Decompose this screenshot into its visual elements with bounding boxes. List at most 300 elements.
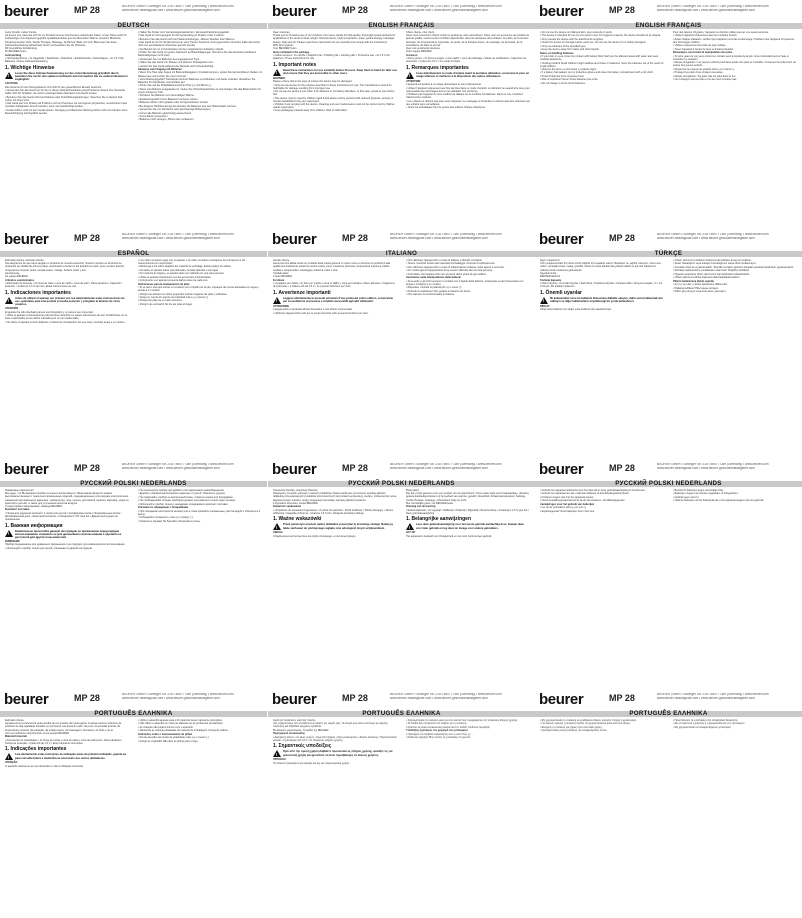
address-line: www.beurer-healthguide.com • www.beurer-gesundheitsratgeber.com — [390, 466, 488, 470]
page-body — [273, 31, 530, 226]
warning-note — [273, 297, 397, 304]
address-line: BEURER GmbH • Söflinger Str. 218 • 89077 Ulm (Germany) • www.beurer.com — [122, 463, 234, 466]
manual-page — [268, 0, 535, 228]
subheading: Fornitura — [273, 278, 285, 282]
text-column — [673, 489, 797, 684]
text-column — [540, 259, 664, 454]
warning-text: Внимательно прочитайте данную инструкцию по применению перед первым использованием, сохраните ее для дальнейшего использования и сделайте ее доступной для других пользователей. — [15, 529, 122, 539]
warning-text: Lesen Sie diese Gebrauchsanweisung vor der ersten Benutzung gründlich durch, bewahren Sie sie für den späteren Gebrauch auf und machen Sie sie anderen Benutzern zugänglich. — [15, 71, 128, 82]
brand-logo: beurer — [272, 461, 317, 478]
paragraph: Met vriendelijke groet, Uw BEURER-team — [406, 501, 454, 505]
subheading: Aanwijzingen voor het gebruik van batterijen — [540, 502, 595, 506]
language-bar: PORTUGUÊS ΕΛΛΗΝΙΚΑ — [0, 711, 267, 717]
language-bar: PORTUGUÊS ΕΛΛΗΝΙΚΑ — [535, 711, 802, 717]
brand-logo: beurer — [539, 691, 584, 708]
text-column — [406, 259, 530, 454]
address-line: BEURER GmbH • Söflinger Str. 218 • 89077 Ulm (Germany) • www.beurer.com — [390, 463, 502, 466]
paragraph: Ihr BEURER-Team — [5, 50, 27, 54]
subheading: Omvang van de levering — [406, 505, 436, 509]
text-column — [138, 259, 262, 454]
model-label: MP 28 — [342, 5, 368, 15]
paragraph: El aparato ha sido diseñado para el uso doméstico y no para el uso comercial. — [5, 310, 94, 314]
paragraph: wir freuen uns, dass Sie sich für ein Produkt unseres Sortimentes entschieden haben. Unser Name steht für hochwertige und eingehend geprüfte Qualitätsprodukte aus den Bereichen Wärme, Gewicht, Blutdruck, Körpertemperatur, Puls, Sanfte Therapie, Massage, Schönheit, Baby und Luft. Bitte lesen Sie diese Gebrauchsanleitung aufmerksam durch und beachten Sie die Hinweise. — [5, 34, 127, 47]
model-label: MP 28 — [609, 463, 635, 473]
paragraph: С наилучшими пожеланиями, команда BEURER — [5, 505, 63, 509]
paragraph: Dziękujemy za wybór jednego z naszych produktów. Nasza marka jest synonimem wysokiej jakości i dokładnie przetestowanych produktów przeznaczonych do pomiaru temperatury, ciężaru, ciśnienia krwi, tętna, łagodnej terapii, masażu, urody, pielęgnacji niemowląt i poprawy jakości powietrza. — [273, 492, 397, 502]
paragraph: • Haal de batterijen uit het batterijvak als u het apparaat langere tijd niet gebruikt. — [673, 499, 765, 503]
paragraph: • Only use batteries of the specified type. — [540, 44, 587, 48]
page-header — [539, 230, 798, 250]
paragraph: • Μη χρησιμοποιείτε επαναφορτιζόμενες μπαταρίες! — [673, 725, 731, 729]
paragraph: • Nasır törpüsü • 2x tırnak törpüsü • Safir törpü • Parlatma törpüsü • Zımpara diski • Koruyucu kapak • 4 x 1,5 V AA pil • Bu kullanım kılavuzu — [540, 282, 663, 289]
paragraph: Cihaz ticari kullanım için değil, evde kullanım için tasarlanmıştır. — [540, 308, 612, 312]
paragraph: • Let op de pooltekens plus (+) en min (-). — [540, 506, 587, 510]
paragraph: • Risque d'explosion ! Ne jetez pas les piles dans le feu. — [673, 74, 736, 78]
paragraph: BEURER Ekibiniz — [540, 275, 561, 279]
model-label: MP 28 — [74, 233, 100, 243]
page-header — [4, 230, 263, 250]
section-heading: 1. Indicaciones importantes — [5, 289, 71, 296]
page-body — [5, 719, 262, 914]
text-column — [673, 259, 797, 454]
subheading: WARNING — [273, 76, 286, 80]
paragraph: • Controllare che l'apparecchio non presenti danni prima di ogni utilizzo. — [406, 272, 487, 276]
brand-logo: beurer — [272, 3, 317, 20]
address-line: www.beurer-healthguide.com • www.beurer-gesundheitsratgeber.com — [122, 8, 220, 12]
company-address — [657, 693, 802, 701]
text-column — [138, 489, 262, 684]
company-address — [122, 5, 267, 13]
paragraph: Estimada clienta, estimado cliente: — [5, 259, 45, 262]
address-line: BEURER GmbH • Söflinger Str. 218 • 89077 Ulm (Germany) • www.beurer.com — [390, 693, 502, 696]
paragraph: • Explosiegevaar! Gooi batterijen niet in het vuur. — [540, 509, 595, 513]
paragraph: • Χρησιμοποιείτε τη συσκευή μόνο για τον σκοπό που περιγράφεται στις παρούσες οδηγίες χρήσης. — [406, 719, 519, 722]
page-body — [273, 259, 530, 454]
paragraph: Sayın müşterimiz, — [540, 259, 561, 262]
paragraph: • Χρησιμοποιείτε μόνο μπαταρίες του αναφερόμενου τύπου. — [540, 729, 608, 733]
model-label: MP 28 — [609, 5, 635, 15]
text-column — [273, 489, 397, 684]
paragraph: • Не используйте прибор при диабете или нарушениях кровообращения. — [138, 489, 225, 492]
address-line: www.beurer-healthguide.com • www.beurer-gesundheitsratgeber.com — [657, 8, 755, 12]
subheading: Lieferumfang — [5, 53, 22, 57]
paragraph: • Das Gerät ist nur für die Benutzung an einer Person bestimmt. Aus hygienischen Gründen sollte das Gerät nicht von verschiedenen Personen genutzt werden. — [138, 41, 260, 48]
paragraph: Thank you for choosing one of our products. Our name stands for high-quality, thoroughly tested products for applications in the areas of heat, weight, blood pressure, body temperature, pulse, gentle therapy, massage, beauty, baby and air. Please read these instructions for use carefully and comply with the instructions. — [273, 34, 396, 44]
manual-page — [535, 458, 802, 686]
paragraph: • Keep the device away from water and other liquids. — [540, 48, 600, 52]
paragraph: • Levigatore per talloni • 2x lime per unghie • Lima in zaffiro • Lima per lucidare • Disco abrasivo • Cappuccio di protezione • 4 batterie AA da 1,5 V • Le presenti istruzioni per l'uso — [273, 282, 395, 289]
page-body — [5, 489, 262, 684]
paragraph: • Los niños no deben jugar con el aparato. Los niños no deben encargarse de la limpieza ni del mantenimiento sin supervisión. — [138, 259, 246, 266]
paragraph: • Achten Sie auf die Polaritätskennzeichen Plus (+) und Minus (-). — [138, 84, 212, 88]
paragraph: • Ambalaj malzemelerini çocuklardan uzak tutun. Boğulma tehlikesi! — [673, 269, 750, 273]
paragraph: L'apparecchio è destinato all'uso domestico e non all'uso commerciale. — [273, 308, 353, 312]
paragraph: • Preste atenção aos sinais de polaridade mais (+) e menos (-). — [138, 736, 210, 740]
warning-note — [273, 69, 397, 76]
language-bar: TÜRKÇE — [535, 251, 802, 257]
paragraph: • Per motivi igienici l'apparecchio deve essere utilizzato da una sola persona. — [406, 269, 493, 273]
address-line: www.beurer-healthguide.com • www.beurer-gesundheitsratgeber.com — [122, 236, 220, 240]
warning-text: Leia atentamente estas instruções de utilização antes da primeira utilização, guarde-as para consulta futura e mantenha-as acessíveis aos outros utilizadores. — [15, 753, 127, 760]
paragraph: Прибор предназначен для домашнего применения и не подходит для коммерческого использования. — [5, 543, 126, 547]
paragraph: Αγαπητή πελάτισσα, αγαπητέ πελάτη, — [273, 719, 316, 722]
address-line: BEURER GmbH • Söflinger Str. 218 • 89077 Ulm (Germany) • www.beurer.com — [657, 233, 769, 236]
warning-triangle-icon — [5, 297, 13, 304]
page-body — [540, 719, 797, 914]
text-column — [5, 719, 129, 914]
warning-triangle-icon — [5, 530, 13, 537]
paragraph: • No utilice el aparato si sufre diabetes o trastornos circulatorios. En ese caso, consulte antes a su médico. — [5, 320, 126, 324]
text-column — [406, 31, 530, 226]
address-line: www.beurer-healthguide.com • www.beurer-gesundheitsratgeber.com — [657, 466, 755, 470]
paragraph: • При попадании электролита на кожу или в глаза промойте пораженные участки водой и обратитесь к врачу. — [138, 509, 261, 516]
subheading: Notes on handling batteries — [540, 51, 574, 55]
brand-logo: beurer — [4, 691, 49, 708]
paragraph: • Ne rechargez pas les piles et ne les court-circuitez pas. — [673, 77, 738, 81]
paragraph: • Do not use the device if you suffer from diabetes or circulatory disorders. In this case, speak to your doctor first. — [273, 90, 395, 97]
paragraph: • Callus remover • 2x nail file • Sapphire file • Polishing file • Grinding disc • Protective cap • 4x 1.5 V AA batteries • These instructions for use — [273, 54, 390, 61]
manual-page — [535, 688, 802, 916]
warning-note — [273, 523, 397, 530]
paragraph: Mit freundlicher Empfehlung — [5, 47, 37, 51]
paragraph: • Halten Sie Kinder vom Verpackungsmaterial fern. Es besteht Erstickungsgefahr. — [138, 31, 230, 34]
language-bar: ENGLISH FRANÇAIS — [268, 23, 535, 29]
manual-page — [0, 228, 267, 456]
model-label: MP 28 — [74, 5, 100, 15]
model-label: MP 28 — [342, 463, 368, 473]
paragraph: O aparelho destina-se ao uso doméstico e não à utilização comercial. — [5, 764, 84, 768]
paragraph: • Kinder dürfen nicht mit dem Gerät spielen. Reinigung und Benutzer-Wartung dürfen nicht von Kindern ohne Beaufsichtigung durchgeführt werden. — [5, 108, 128, 115]
paragraph: Dear customer, — [273, 31, 291, 34]
warning-text: İlk kullanımdan önce bu kullanım kılavuzunu dikkatle okuyun, daha sonra kullanmak için saklayın ve diğer kullanıcıların erişebileceği bir yerde bulundurun. — [550, 296, 663, 304]
company-address — [657, 463, 802, 471]
paragraph: • Μη χρησιμοποιείτε τη συσκευή σε ερεθισμένο δέρμα, ανοιχτές πληγές ή κρεατοελιές. — [540, 719, 637, 722]
paragraph: • Соблюдайте полярность плюс (+) и минус (-). — [138, 516, 194, 520]
subheading: UWAGA — [273, 531, 283, 535]
section-heading: 1. Важная информация — [5, 522, 63, 529]
paragraph: Ürün yelpazemizden bir ürünü tercih ettiğiniz için teşekkür ederiz. Markamız ısı, ağırlık, tansiyon, vücut ısısı, nabız, yumuşak terapi, masaj, güzellik, bebek ve hava alanlarında yüksek kaliteli ve ayrıntılı olarak test edilmiş ürünler anlamına gelmektedir. — [540, 262, 662, 272]
subheading: Υποδείξεις σχετικά με τον χειρισμό των μπαταριών — [406, 729, 468, 733]
section-heading: 1. Ważne wskazówki — [273, 516, 322, 523]
subheading: Livraison — [406, 53, 418, 57]
paragraph: Мы рады, что Вы выбрали прибор из нашего ассортимента. Наша марка является знаком высококачественных и тщательно проверенных изделий, предназначенных для нагрева, контроля веса, измерения артериального давления, температуры тела, пульса, для мягкой терапии, массажа, ухода за красотой и детьми, а также для улучшения качества воздуха. — [5, 492, 129, 505]
paragraph: • Immer alle Batterien gleichzeitig auswechseln. — [138, 111, 192, 115]
paragraph: • Keep packaging material away from children. Risk of suffocation. — [273, 109, 348, 113]
language-bar: РУССКИЙ POLSKI NEDERLANDS — [0, 481, 267, 487]
address-line: www.beurer-healthguide.com • www.beurer-gesundheitsratgeber.com — [122, 466, 220, 470]
subheading: Material fornecido — [5, 735, 27, 739]
paragraph: • Держите упаковочный материал подальше от детей. Опасность удушья. — [138, 492, 226, 496]
paragraph: With kind regards, — [273, 43, 294, 47]
paragraph: Η συσκευή προορίζεται για οικιακή και όχι για επαγγελματική χρήση. — [273, 761, 350, 765]
address-line: BEURER GmbH • Söflinger Str. 218 • 89077 Ulm (Germany) • www.beurer.com — [122, 693, 234, 696]
language-bar: PORTUGUÊS ΕΛΛΗΝΙΚΑ — [268, 711, 535, 717]
paragraph: • Κρατάτε τα υλικά συσκευασίας μακριά από τα παιδιά. Κίνδυνος ασφυξίας. — [406, 725, 491, 729]
address-line: BEURER GmbH • Söflinger Str. 218 • 89077 Ulm (Germany) • www.beurer.com — [390, 5, 502, 8]
address-line: BEURER GmbH • Söflinger Str. 218 • 89077 Ulm (Germany) • www.beurer.com — [390, 233, 502, 236]
paragraph: • Non utilizzare l'apparecchio in caso di infiammazioni cutanee, ferite aperte o verruche. — [406, 265, 505, 269]
paragraph: • Pilleri şarj etmeyin veya kısa devre yapmayın. — [673, 289, 727, 293]
paragraph: • Por motivos de higiene, el aparato debe ser utilizado por una sola persona. — [138, 272, 225, 276]
paragraph: • Verwenden Sie das Gerät nur für den in dieser Gebrauchsanleitung beschriebenen Zweck. Der Hersteller haftet nicht für Schäden, die durch unsachgemäßen Gebrauch verursacht werden. — [5, 89, 126, 96]
paragraph: • Пилка для удаления мозолей • 2 пилки для ногтей • Сапфировая пилка • Полировальная пилка • Шлифовальный диск • Защитный колпачок • 4 батарейки 1,5 В типа АА • Данная инструкция по применению — [5, 511, 122, 521]
paragraph: • Não utilize o aparelho em caso de diabetes ou de problemas circulatórios. — [138, 722, 224, 726]
page-header — [272, 230, 531, 250]
section-heading: 1. Belangrijke aanwijzingen — [406, 516, 472, 523]
paragraph: Chère cliente, cher client, — [406, 31, 435, 34]
paragraph: • Urządzenie do usuwania zrogowaceń • 2x pilnik do paznokci • Pilnik szafirowy • Pilnik polerujący • Tarcza szlifierska • Nasadka ochronna • 4 baterie 1,5 V AA • Niniejsza instrukcja obsługi — [273, 508, 393, 515]
text-column — [540, 719, 664, 914]
paragraph: • Lassen Sie das Gerät während des Betriebs nicht unbeaufsichtigt. — [138, 64, 215, 68]
subheading: Remarques concernant la manipulation des piles — [673, 51, 733, 55]
paragraph: • Houd verpakkingsmateriaal uit de buurt van kinderen. Verstikkingsgevaar! — [540, 499, 625, 503]
paragraph: Agradecemos a preferência pela escolha de um produto da nossa gama. A nossa marca é sinónimo de produtos de alta qualidade testados em pormenor nas áreas do calor, do peso, da pressão arterial, da temperatura corporal, da pulsação, da terapia suave, da massagem, da beleza, do bebé e do ar. — [5, 722, 122, 732]
paragraph: Please ensure that in the case of misuse the device may be damaged. — [273, 80, 353, 84]
page-header — [4, 690, 263, 710]
brand-logo: beurer — [272, 691, 317, 708]
address-line: BEURER GmbH • Söflinger Str. 218 • 89077 Ulm (Germany) • www.beurer.com — [122, 233, 234, 236]
paragraph: • Bescherm batterijen tegen overmatige hitte. — [673, 489, 724, 492]
paragraph: • Çocuklar cihaz ile oynamamalıdır. Temizlik ve bakım gözetim olmadan çocuklar tarafından yapılmamalıdır. — [673, 265, 794, 269]
address-line: www.beurer-healthguide.com • www.beurer-gesundheitsratgeber.com — [390, 8, 488, 12]
paragraph: Nous vous remercions d'avoir choisi un produit de notre assortiment. Notre nom est synonyme de produits de grande qualité, soumis à des contrôles approfondis, dans les domaines de la chaleur, du poids, de la tension artérielle, de la température corporelle, du pouls, de la thérapie douce, du massage, de la beauté, de la surveillance de bébé et de l'air. — [406, 34, 530, 47]
subheading: ACHTUNG — [5, 82, 18, 86]
paragraph: • Ελέγχετε τη συσκευή για ζημιές πριν από κάθε χρήση. — [540, 725, 603, 729]
text-column — [273, 719, 397, 914]
section-heading: 1. Remarques importantes — [406, 64, 469, 71]
warning-text: Πριν από την πρώτη χρήση διαβάστε προσεκτικά τις οδηγίες χρήσης, φυλάξτε τις για μελλοντική χρήση και φροντίστε να είναι προσβάσιμες σε άλλους χρήστες. — [283, 750, 393, 757]
address-line: BEURER GmbH • Söflinger Str. 218 • 89077 Ulm (Germany) • www.beurer.com — [657, 463, 769, 466]
paragraph: • Batterien dürfen nicht geladen oder kurzgeschlossen werden. — [138, 101, 209, 105]
paragraph: • Используйте прибор только для целей, описанных в данной инструкции. — [5, 546, 93, 550]
company-address — [122, 233, 267, 241]
model-label: MP 28 — [609, 233, 635, 243]
paragraph: • Eliminador de durezas • 2x limas de uñas • Lima de zafiro • Lima de pulir • Disco abrasivo • Capuchón protector • 4 pilas de 1,5 V tipo AA • Estas instrucciones de uso — [5, 282, 122, 289]
paragraph: • Verwenden Sie nur Batterien des angegebenen Typs. — [138, 57, 200, 61]
paragraph: • Protect batteries from excessive heat. — [540, 74, 585, 78]
language-bar: РУССКИЙ POLSKI NEDERLANDS — [535, 481, 802, 487]
paragraph: • Schützen Sie Batterien vor übermäßiger Wärme. — [138, 94, 195, 98]
paragraph: • Risk of explosion! Never throw batteries into a fire. — [540, 78, 599, 82]
paragraph: • Utilize o aparelho apenas para o fim descrito neste manual de instruções. — [138, 719, 223, 722]
paragraph: • Halten Sie das Gerät von Wasser und anderen Flüssigkeiten fern. — [138, 61, 214, 65]
paragraph: Уважаемые покупатели! — [5, 489, 34, 492]
paragraph: • Hijyenik nedenlerle cihaz yalnızca bir kişi tarafından kullanılmalıdır. — [673, 272, 750, 276]
subheading: ΠΡΟΣΟΧΗ — [273, 758, 286, 762]
text-column — [540, 31, 664, 226]
model-label: MP 28 — [609, 693, 635, 703]
page-body — [540, 259, 797, 454]
warning-text: Przed pierwszym użyciem należy dokładnie przeczytać tę instrukcję obsługi. Należy ją także zachować do późniejszego wglądu oraz udostępnić innym użytkownikom. — [283, 523, 393, 530]
paragraph: • Κίνδυνος έκρηξης! Μην πετάτε τις μπαταρίες στη φωτιά. — [406, 736, 471, 740]
warning-note — [5, 753, 129, 760]
section-heading: 1. Avvertenze importanti — [273, 289, 331, 296]
warning-triangle-icon — [273, 523, 281, 530]
subheading: Teslimat kapsamı — [540, 278, 562, 282]
warning-triangle-icon — [273, 297, 281, 304]
warning-note — [406, 523, 530, 530]
paragraph: • Pericolo di esplosione! Non gettare le batterie nel fuoco. — [406, 289, 471, 293]
paragraph: • Proteja las pilas de un calor excesivo. — [138, 299, 183, 303]
paragraph: • Utilisez uniquement des piles du type indiqué. — [673, 44, 727, 48]
text-column — [273, 31, 397, 226]
paragraph: • Tenga en cuenta los signos de polaridad más (+) y menos (-). — [138, 296, 209, 300]
paragraph: • Children must not play with the device. Cleaning and user maintenance must not be carried out by children unless supervised. — [273, 103, 395, 110]
paragraph: • Mantenha as crianças afastadas do material de embalagem. Perigo de asfixia. — [138, 729, 229, 733]
paragraph: • Şeker hastalığınız veya dolaşım bozukluğunuz varsa cihazı kullanmayın. — [673, 262, 757, 266]
paragraph: • Tenere i bambini lontani dal materiale d'imballaggio. Pericolo di soffocamento. — [406, 262, 496, 266]
paragraph: Votre équipe BEURER — [406, 50, 432, 54]
paragraph: • Compruebe si el aparato presenta daños antes de cada uso. — [138, 279, 208, 283]
paragraph: • Wenn eine Batterie ausgelaufen ist, ziehen Sie Schutzhandschuhe an und reinigen Sie das Batteriefach mit einem trockenen Tuch. — [138, 87, 261, 94]
paragraph: • Προστατεύετε τις μπαταρίες από υπερβολική θερμότητα. — [673, 719, 739, 722]
text-column — [5, 259, 129, 454]
text-column — [540, 489, 664, 684]
paragraph: Cordiali saluti — [273, 271, 289, 275]
paragraph: • Les enfants ne doivent pas jouer avec l'appareil. Le nettoyage et l'entretien ne doivent pas être effectués par des enfants sans surveillance. — [406, 99, 530, 106]
text-column — [406, 489, 530, 684]
paragraph: • The device is intended for use by one person only. For hygienic reasons, the device should not be shared. — [540, 34, 661, 38]
model-label: MP 28 — [74, 463, 100, 473]
paragraph: Atentamente, — [5, 271, 21, 275]
warning-note — [5, 72, 129, 82]
address-line: BEURER GmbH • Söflinger Str. 218 • 89077 Ulm (Germany) • www.beurer.com — [657, 5, 769, 8]
paragraph: • Tenez les emballages hors de portée des enfants. Risque d'asphyxie. — [406, 106, 486, 110]
page-header — [4, 2, 263, 22]
paragraph: • Artı (+) ve eksi (-) kutup işaretlerine dikkat edin. — [673, 283, 728, 287]
paragraph: • Only use the device for the purpose described in these instructions for use. The manufacturer cannot be held liable for damage resulting from improper use. — [273, 83, 392, 90]
brand-logo: beurer — [539, 231, 584, 248]
language-bar: РУССКИЙ POLSKI NEDERLANDS — [268, 481, 535, 487]
paragraph: • N'utilisez pas l'appareil si vous souffrez de diabète ou de troubles circulatoires. Dans ce cas, consultez d'abord votre médecin. — [406, 93, 524, 100]
paragraph: • Utilice el aparato únicamente con los accesorios suministrados. — [138, 275, 212, 279]
page-header — [539, 460, 798, 480]
address-line: BEURER GmbH • Söflinger Str. 218 • 89077 Ulm (Germany) • www.beurer.com — [122, 5, 234, 8]
manual-page — [535, 228, 802, 456]
warning-triangle-icon — [406, 523, 414, 530]
subheading: Hinweise zum Umgang mit Batterien — [138, 68, 183, 72]
page-header — [539, 2, 798, 22]
warning-text: Read these instructions for use carefully before first use. Keep them to hand for later use and ensure that they are accessible to other users. — [283, 68, 397, 76]
page-header — [539, 690, 798, 710]
brand-logo: beurer — [539, 3, 584, 20]
paragraph: Su equipo BEURER — [5, 275, 28, 279]
paragraph: • Das Gerät ist nicht geeignet für die Verwendung an Kindern unter 3 Jahren. — [138, 34, 225, 38]
language-bar: ENGLISH FRANÇAIS — [535, 23, 802, 29]
warning-text: Lees deze gebruiksaanwijzing voor het eerste gebruik aandachtig door, bewaar deze voor later gebruik en leg deze ter inzage voor andere gebruikers. — [416, 523, 524, 530]
paragraph: Szanowna Klientko, szanowny Kliencie! — [273, 489, 318, 492]
page-body — [273, 719, 530, 914]
paragraph: • Keine Akkus verwenden! — [138, 114, 168, 118]
paragraph: Your BEURER Team — [273, 47, 297, 51]
paragraph: Liebe Kundin, Lieber Kunde, — [5, 31, 38, 34]
paragraph: • Опасность взрыва! Не бросайте батарейки в огонь. — [138, 519, 201, 523]
paragraph: • Si votre peau ou vos yeux entrent en contact avec le liquide de la pile, rincez abondamment à l'eau et consultez un médecin. — [673, 54, 789, 61]
page-body — [5, 259, 262, 454]
paragraph: Pour des raisons d'hygiène, l'appareil ne doit être utilisé que par une seule personne. — [673, 31, 769, 34]
brand-logo: beurer — [539, 461, 584, 478]
address-line: BEURER GmbH • Söflinger Str. 218 • 89077 Ulm (Germany) • www.beurer.com — [657, 693, 769, 696]
paragraph: Beste klant, — [406, 489, 420, 492]
subheading: LET OP — [406, 531, 416, 535]
paragraph: • Utilisez l'appareil uniquement avec les embouts fournis. — [673, 34, 738, 38]
paragraph: • Batterien nicht zerlegen, öffnen oder zerkleinern. — [138, 118, 195, 122]
paragraph: • Cihazı yalnızca teslimat kapsamındaki başlıklarla kullanın. — [673, 276, 741, 280]
warning-triangle-icon — [5, 72, 13, 79]
company-address — [390, 693, 535, 701]
text-column — [673, 719, 797, 914]
page-header — [4, 460, 263, 480]
paragraph: • Utilice el aparato exclusivamente para los fines descritos en estas instrucciones de uso. El fabricante no se hace responsable de los daños causados por un uso inadecuado. — [5, 314, 128, 321]
paragraph: siamo lieti che abbia scelto un prodotto della nostra gamma. Il nostro nome è sinonimo di prodotti di alta qualità accuratamente testati nei settori calore, peso, pressione arteriosa, temperatura corporea, battito cardiaco, terapia dolce, massaggio, bellezza, bebè e aria. — [273, 262, 391, 272]
model-label: MP 28 — [342, 233, 368, 243]
paragraph: • Τα παιδιά δεν επιτρέπεται να παίζουν με τη συσκευή. — [406, 722, 467, 726]
brand-logo: beurer — [4, 231, 49, 248]
paragraph: • Batterijen mogen niet worden opgeladen of kortgesloten. — [673, 492, 739, 496]
warning-text: Leggere attentamente le presenti istruzioni d'uso prima del primo utilizzo, conservarle per consultazioni successive e renderle accessibili agli altri utilizzatori. — [283, 296, 393, 304]
address-line: www.beurer-healthguide.com • www.beurer-gesundheitsratgeber.com — [390, 236, 488, 240]
subheading: Indicações sobre o manuseamento de pilhas — [138, 732, 193, 736]
text-column — [406, 719, 530, 914]
section-heading: 1. Σημαντικές υποδείξεις — [273, 743, 332, 750]
paragraph: • Observe the plus (+) and minus (-) polarity signs. — [540, 68, 597, 72]
page-body — [540, 31, 797, 226]
warning-note — [406, 72, 530, 79]
warning-text: Antes de utilizar el aparato por primera vez, lea detenidamente estas instrucciones de uso, guárdelas para una posible consulta posterior y póngalas al alcance de otros usuarios. — [15, 296, 125, 307]
paragraph: Με φιλικούς χαιρετισμούς, Η ομάδα της BEURER — [273, 728, 329, 732]
section-heading: 1. Important notes — [273, 61, 317, 68]
paragraph: • Non caricare né cortocircuitare le batterie. — [406, 292, 455, 296]
section-heading: 1. Önemli uyarılar — [540, 289, 582, 296]
warning-triangle-icon — [540, 297, 548, 304]
paragraph: • Patlama tehlikesi! Pilleri ateşe atmayın. — [673, 286, 719, 290]
subheading: Zawartość opakowania — [273, 505, 301, 509]
paragraph: • Do not use the device on inflamed skin, open wounds or warts. — [540, 31, 613, 34]
paragraph: • Kinderen mogen niet met het apparaat spelen. — [540, 495, 594, 499]
model-label: MP 28 — [74, 693, 100, 703]
paragraph: • Der Betrieb ist nur in Kombination mit den mitgelieferten Aufsätzen erlaubt. — [138, 47, 224, 51]
company-address — [122, 693, 267, 701]
paragraph: Z wyrazami szacunku, zespół BEURER — [273, 501, 318, 505]
manual-page — [0, 688, 267, 916]
paragraph: • Verschluckungsgefahr! Kleinkinder könnten Batterien verschlucken und daran ersticken. Bewahren Sie Batterien für Kleinkinder unerreichbar auf. — [138, 77, 256, 84]
paragraph: • Removedor de calosidades • 2x limas de unhas • Lima de safira • Lima de polimento • Disco abrasivo • Tampa de proteção • 4 pilas AA de 1,5 V • Este manual de instruções — [5, 738, 123, 745]
paragraph: • Explosionsgefahr! Keine Batterien ins Feuer werfen. — [138, 97, 199, 101]
text-column — [138, 719, 262, 914]
paragraph: • Only operate the device with the attachments supplied. — [540, 37, 604, 41]
paragraph: Estimado cliente, — [5, 719, 25, 722]
paragraph: • Gebruik het apparaat uitsluitend voor het doel dat in deze gebruiksaanwijzing is beschreven. — [540, 489, 646, 492]
warning-note — [273, 750, 397, 757]
warning-note — [540, 297, 664, 304]
company-address — [390, 5, 535, 13]
paragraph: Avec nos sentiments dévoués, — [406, 47, 441, 51]
paragraph: • Perigo de explosão! Não atire as pilhas para o fogo. — [138, 739, 199, 743]
address-line: www.beurer-healthguide.com • www.beurer-gesundheitsratgeber.com — [657, 696, 755, 700]
section-heading: 1. Wichtige Hinweise — [5, 64, 55, 71]
company-address — [390, 233, 535, 241]
paragraph: • Για λόγους υγιεινής η συσκευή πρέπει να χρησιμοποιείται μόνο από ένα άτομο. — [540, 722, 631, 726]
page-body — [540, 489, 797, 684]
subheading: Указания по обращению с батарейками — [138, 506, 189, 510]
language-bar: ITALIANO — [268, 251, 535, 257]
subheading: ВНИМАНИЕ — [5, 539, 20, 543]
paragraph: Nos alegramos de que haya elegido un producto de nuestra selección. Nuestro nombre es sinónimo de productos de calidad de primera clase examinados a fondo en los ámbitos de calor, peso, tensión arterial, temperatura corporal, pulso, terapia suave, masaje, belleza, bebé y aire. — [5, 262, 125, 272]
text-column — [673, 31, 797, 226]
subheading: ATTENZIONE — [273, 304, 290, 308]
paragraph: Gentile cliente, — [273, 259, 290, 262]
paragraph: Saygılarımızla — [540, 271, 557, 275]
